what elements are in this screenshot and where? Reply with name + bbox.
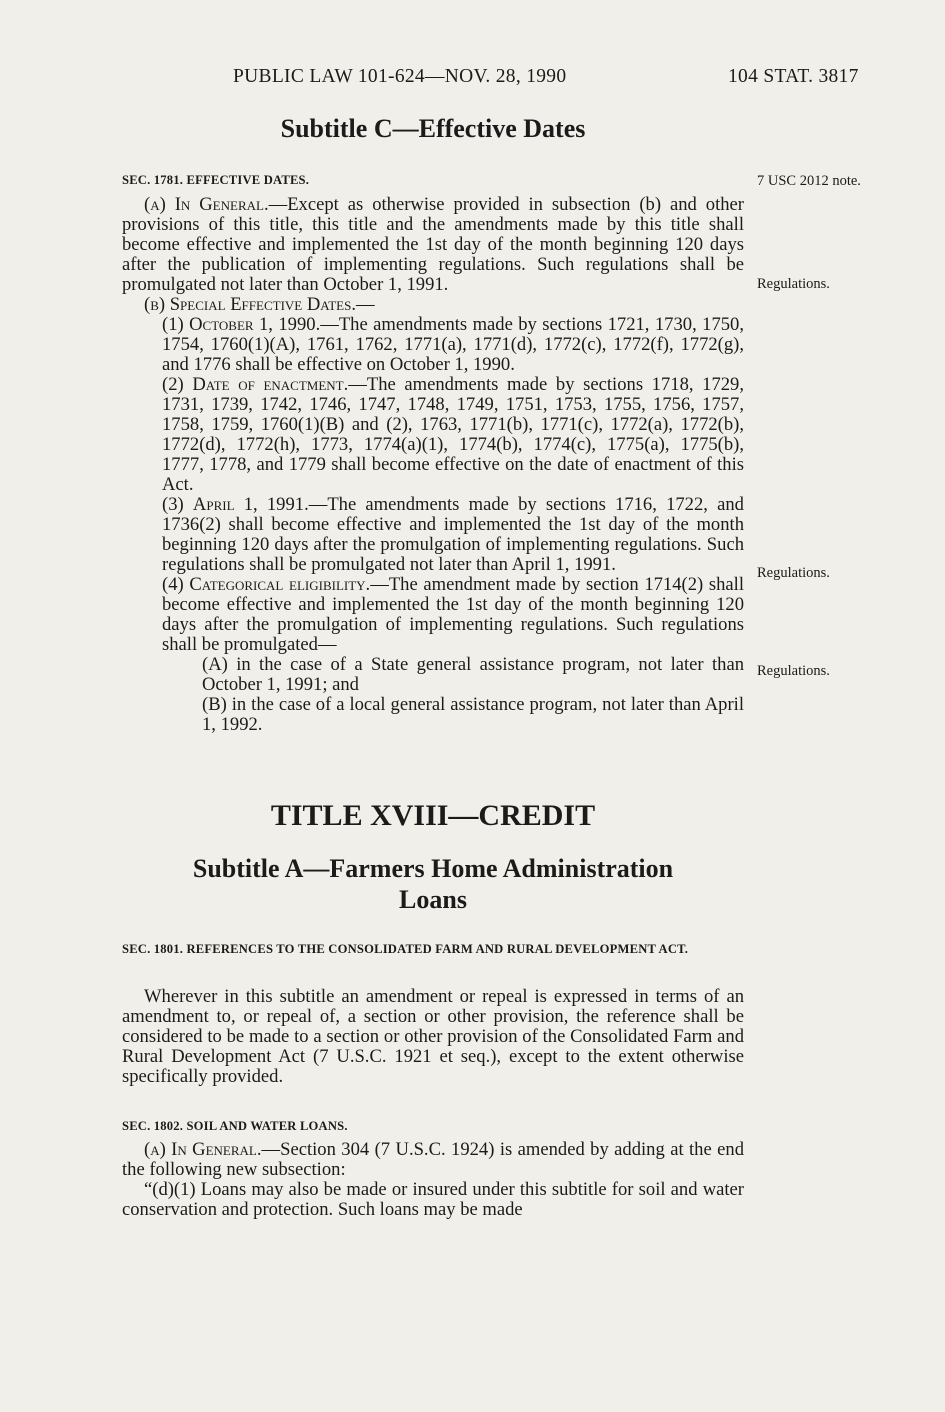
running-header-right: 104 STAT. 3817 — [728, 66, 859, 87]
para-number: (4) — [162, 574, 190, 595]
sec-1781-heading: SEC. 1781. EFFECTIVE DATES. — [122, 173, 310, 187]
para-text: — — [356, 294, 375, 315]
para-lead: (b) Special Effective Dates. — [144, 294, 357, 315]
para-number: (3) — [162, 494, 193, 515]
para-text: —Except as otherwise provided in subsection (b) and other provisions of this title, this title and the amendments made by this title shall become effective and implemented the 1st day of the month beginning 120 days after the publication of implementing regulations. Such regulations shall be promulgated not later than October 1, 1991. — [122, 194, 745, 295]
sec-1781-body — [122, 195, 744, 735]
para-text: —Section 304 (7 U.S.C. 1924) is amended by adding at the end the following new subsection: — [122, 1139, 744, 1180]
paragraph-b4-B: (B) in the case of a local general assistance program, not later than April 1, 1992. — [202, 694, 744, 735]
para-number: (1) — [162, 314, 190, 335]
margin-note-usc: 7 USC 2012 note. — [757, 173, 861, 189]
margin-note-regulations-3: Regulations. — [757, 663, 830, 679]
subtitle-a-line1: Subtitle A—Farmers Home Administration — [192, 854, 674, 883]
para-lead: Date of enactment. — [192, 374, 349, 395]
para-number: (2) — [162, 374, 193, 395]
para-text: —The amendment made by section 1714(2) shall become effective and implemented the 1st day of the month beginning 120 days after the promulgation of implementing regulations. Such regulations shall be promulgated— — [162, 574, 744, 655]
paragraph-b3 — [122, 495, 744, 575]
paragraph-b4 — [122, 575, 744, 655]
para-text: —The amendments made by sections 1721, 1730, 1750, 1754, 1760(1)(A), 1761, 1762, 1771(a), 1771(d), 1772(c), 1772(f), 1772(g), and 1776 shall be effective on October 1, 1990. — [162, 314, 744, 375]
sec-1802-body — [122, 1140, 744, 1220]
paragraph-b — [122, 295, 744, 315]
subtitle-a-heading — [122, 853, 744, 915]
paragraph-1802-d1: “(d)(1) Loans may also be made or insured under this subtitle for soil and water conservation and protection. Such loans may be made — [122, 1179, 744, 1220]
paragraph-b4-A: (A) in the case of a State general assistance program, not later than October 1, 1991; and — [202, 654, 744, 695]
para-text: —The amendments made by sections 1718, 1729, 1731, 1739, 1742, 1746, 1747, 1748, 1749, 1751, 1753, 1755, 1756, 1757, 1758, 1759, 1760(1)(B) and (2), 1763, 1771(b), 1771(c), 1772(a), 1772(b), 1772(d), 1772(h), 1773, 1774(a)(1), 1774(b), 1774(c), 1775(a), 1775(b), 1777, 1778, and 1779 shall become effective on the date of enactment of this Act. — [162, 374, 744, 495]
paragraph-a — [122, 195, 744, 295]
running-header-left: PUBLIC LAW 101-624—NOV. 28, 1990 — [233, 66, 567, 87]
subtitle-c-heading: Subtitle C—Effective Dates — [280, 114, 586, 143]
para-text: —The amendments made by sections 1716, 1722, and 1736(2) shall become effective and implemented the 1st day of the month beginning 120 days after the promulgation of implementing regulations. Such regulations shall be promulgated not later than April 1, 1991. — [162, 494, 744, 575]
para-lead: (a) In General. — [144, 1139, 262, 1160]
sec-1801-heading: SEC. 1801. REFERENCES TO THE CONSOLIDATED FARM AND RURAL DEVELOPMENT ACT. — [122, 942, 689, 956]
title-xviii-heading: TITLE XVIII—CREDIT — [270, 799, 596, 832]
paragraph-b2 — [122, 375, 744, 495]
sec-1802-heading: SEC. 1802. SOIL AND WATER LOANS. — [122, 1119, 348, 1133]
paragraph-b1 — [122, 315, 744, 375]
margin-note-regulations-2: Regulations. — [757, 565, 830, 581]
subtitle-a-line2: Loans — [399, 885, 467, 914]
sec-1801-body — [122, 987, 744, 1087]
paragraph-1802-a — [122, 1140, 744, 1180]
para-lead: Categorical eligibility. — [189, 574, 371, 595]
margin-note-regulations-1: Regulations. — [757, 276, 830, 292]
para-lead: October 1, 1990. — [189, 314, 321, 335]
paragraph-1801: Wherever in this subtitle an amendment or repeal is expressed in terms of an amendment to, or repeal of, a section or other provision, the reference shall be considered to be made to a section or other provision of the Consolidated Farm and Rural Development Act (7 U.S.C. 1921 et seq.), except to the extent otherwise specifically provided. — [122, 986, 744, 1087]
para-lead: April 1, 1991. — [192, 494, 309, 515]
para-lead: (a) In General. — [144, 194, 269, 215]
